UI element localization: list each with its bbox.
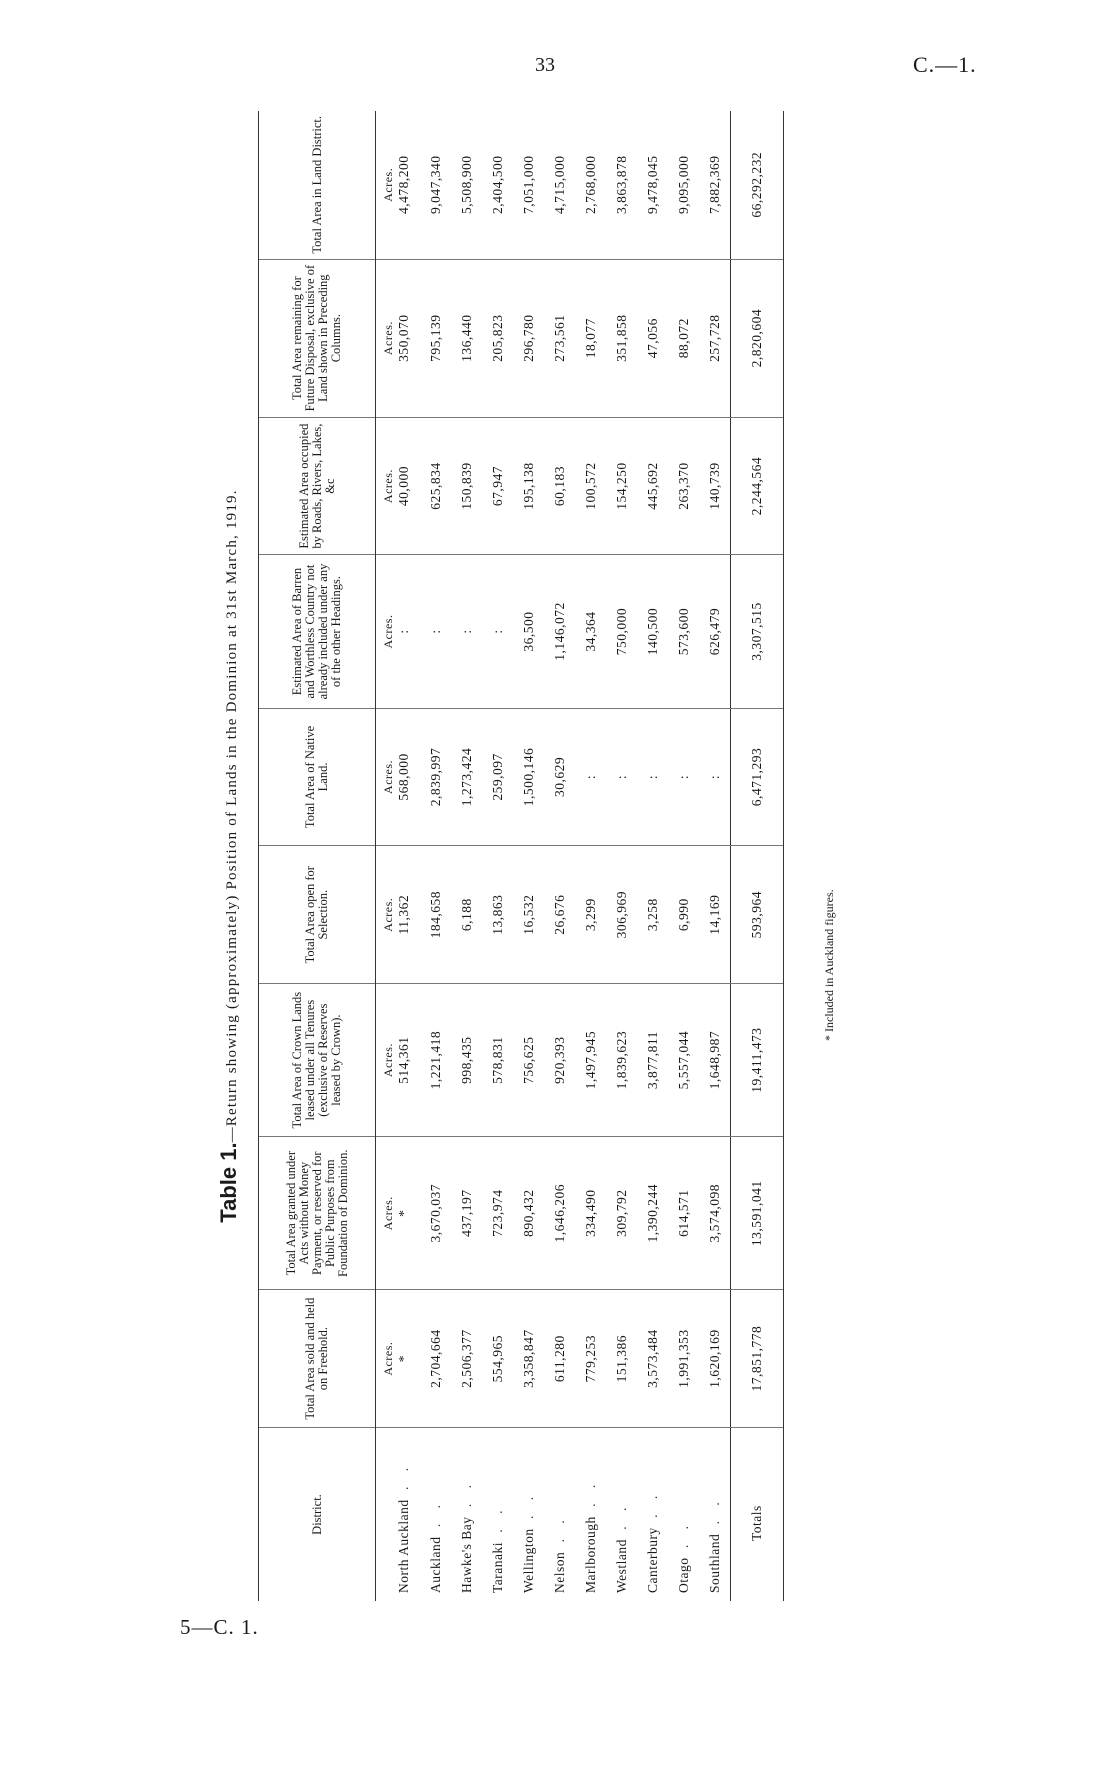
value-cell: 779,253: [575, 1290, 606, 1428]
value-cell: 88,072: [668, 259, 699, 417]
value-cell: 136,440: [451, 259, 482, 417]
total-cell: 66,292,232: [731, 111, 784, 259]
value-cell: 257,728: [699, 259, 731, 417]
value-cell: 1,390,244: [637, 1137, 668, 1290]
value-cell: :: [451, 555, 482, 708]
series-code: C.—1.: [913, 52, 977, 77]
district-cell: [668, 1428, 699, 1601]
value-cell: 6,990: [668, 846, 699, 984]
value-cell: 723,974: [482, 1137, 513, 1290]
value-cell: 296,780: [513, 259, 544, 417]
value-cell: *: [396, 1290, 420, 1428]
column-header: Total Area of Native Land.: [259, 708, 376, 846]
value-cell: 3,877,811: [637, 984, 668, 1137]
unit-row: [376, 111, 397, 1601]
value-cell: 3,299: [575, 846, 606, 984]
column-header: Total Area sold and held on Freehold.: [259, 1290, 376, 1428]
totals-row: [731, 111, 784, 1601]
value-cell: 47,056: [637, 259, 668, 417]
column-header: Total Area of Crown Lands leased under all Tenures (exclusive of Reserves leased by Crown).: [259, 984, 376, 1137]
value-cell: 273,561: [544, 259, 575, 417]
table-row: [544, 111, 575, 1601]
value-cell: 151,386: [606, 1290, 637, 1428]
value-cell: 150,839: [451, 417, 482, 555]
leader-dots: . .: [644, 1489, 660, 1528]
value-cell: 154,250: [606, 417, 637, 555]
table-row: [451, 111, 482, 1601]
value-cell: 259,097: [482, 708, 513, 846]
table-title-text: —Return showing (approximately) Position of Lands in the Dominion at 31st March, 1919.: [224, 489, 240, 1143]
value-cell: 3,863,878: [606, 111, 637, 259]
district-name: Marlborough: [582, 1516, 598, 1593]
value-cell: 573,600: [668, 555, 699, 708]
district-name: Otago: [675, 1557, 691, 1593]
unit-cell: Acres.: [376, 417, 397, 555]
value-cell: 920,393: [544, 984, 575, 1137]
value-cell: 2,768,000: [575, 111, 606, 259]
value-cell: 351,858: [606, 259, 637, 417]
district-cell: [420, 1428, 451, 1601]
value-cell: :: [637, 708, 668, 846]
value-cell: :: [420, 555, 451, 708]
table-row: [668, 111, 699, 1601]
value-cell: 11,362: [396, 846, 420, 984]
value-cell: 4,715,000: [544, 111, 575, 259]
district-name: Nelson: [551, 1551, 567, 1593]
unit-cell: Acres.: [376, 846, 397, 984]
lands-return-table: [258, 111, 784, 1601]
district-cell: [513, 1428, 544, 1601]
page-number: 33: [535, 54, 555, 76]
column-header: Total Area granted under Acts without Money Payment, or reserved for Public Purposes from Foundation of Dominion.: [259, 1137, 376, 1290]
unit-cell: [376, 1428, 397, 1601]
value-cell: 9,478,045: [637, 111, 668, 259]
value-cell: :: [396, 555, 420, 708]
total-cell: 3,307,515: [731, 555, 784, 708]
value-cell: 3,670,037: [420, 1137, 451, 1290]
leader-dots: . .: [706, 1496, 722, 1534]
value-cell: 514,361: [396, 984, 420, 1137]
value-cell: 3,358,847: [513, 1290, 544, 1428]
district-cell: [606, 1428, 637, 1601]
leader-dots: . .: [458, 1478, 474, 1517]
value-cell: 614,571: [668, 1137, 699, 1290]
value-cell: 60,183: [544, 417, 575, 555]
total-cell: 2,820,604: [731, 259, 784, 417]
column-header: Total Area in Land District.: [259, 111, 376, 259]
leader-dots: . .: [427, 1499, 443, 1537]
printer-signature: 5—C. 1.: [180, 1615, 259, 1639]
value-cell: 306,969: [606, 846, 637, 984]
total-cell: 2,244,564: [731, 417, 784, 555]
unit-cell: Acres.: [376, 259, 397, 417]
value-cell: 2,404,500: [482, 111, 513, 259]
table-number: Table 1.: [216, 1142, 241, 1223]
value-cell: 67,947: [482, 417, 513, 555]
value-cell: 26,676: [544, 846, 575, 984]
table-body: [376, 111, 784, 1601]
value-cell: 2,506,377: [451, 1290, 482, 1428]
value-cell: 3,573,484: [637, 1290, 668, 1428]
value-cell: 263,370: [668, 417, 699, 555]
unit-cell: Acres.: [376, 1137, 397, 1290]
value-cell: 16,532: [513, 846, 544, 984]
total-cell: 17,851,778: [731, 1290, 784, 1428]
district-name: Taranaki: [489, 1541, 505, 1593]
leader-dots: . .: [551, 1514, 567, 1552]
column-header: Estimated Area of Barren and Worthless Country not already included under any of the other Headings.: [259, 555, 376, 708]
value-cell: 5,557,044: [668, 984, 699, 1137]
unit-cell: Acres.: [376, 1290, 397, 1428]
value-cell: 2,839,997: [420, 708, 451, 846]
value-cell: 9,047,340: [420, 111, 451, 259]
table-row: [637, 111, 668, 1601]
value-cell: 2,704,664: [420, 1290, 451, 1428]
column-header: Total Area remaining for Future Disposal, exclusive of Land shown in Preceding Columns.: [259, 259, 376, 417]
leader-dots: . .: [582, 1478, 598, 1517]
table-row: [396, 111, 420, 1601]
value-cell: 334,490: [575, 1137, 606, 1290]
value-cell: 34,364: [575, 555, 606, 708]
unit-cell: Acres.: [376, 111, 397, 259]
value-cell: 1,646,206: [544, 1137, 575, 1290]
district-name: Westland: [613, 1539, 629, 1593]
district-cell: [637, 1428, 668, 1601]
value-cell: 626,479: [699, 555, 731, 708]
value-cell: :: [482, 555, 513, 708]
value-cell: 350,070: [396, 259, 420, 417]
district-cell: [699, 1428, 731, 1601]
value-cell: 1,146,072: [544, 555, 575, 708]
value-cell: 7,882,369: [699, 111, 731, 259]
district-cell: [451, 1428, 482, 1601]
value-cell: 578,831: [482, 984, 513, 1137]
value-cell: 568,000: [396, 708, 420, 846]
totals-label: Totals: [731, 1428, 784, 1601]
unit-cell: Acres.: [376, 555, 397, 708]
table-row: [575, 111, 606, 1601]
value-cell: 445,692: [637, 417, 668, 555]
value-cell: 13,863: [482, 846, 513, 984]
value-cell: 1,991,353: [668, 1290, 699, 1428]
district-name: Canterbury: [644, 1527, 660, 1593]
value-cell: 309,792: [606, 1137, 637, 1290]
table-row: [606, 111, 637, 1601]
value-cell: 625,834: [420, 417, 451, 555]
district-name: Auckland: [427, 1536, 443, 1593]
value-cell: 9,095,000: [668, 111, 699, 259]
table-title: [216, 111, 242, 1601]
district-name: Wellington: [520, 1528, 536, 1593]
value-cell: 1,620,169: [699, 1290, 731, 1428]
leader-dots: . .: [520, 1490, 536, 1529]
value-cell: 36,500: [513, 555, 544, 708]
value-cell: 795,139: [420, 259, 451, 417]
value-cell: 998,435: [451, 984, 482, 1137]
value-cell: 1,497,945: [575, 984, 606, 1137]
total-cell: 19,411,473: [731, 984, 784, 1137]
value-cell: 7,051,000: [513, 111, 544, 259]
unit-cell: Acres.: [376, 984, 397, 1137]
value-cell: 6,188: [451, 846, 482, 984]
value-cell: 205,823: [482, 259, 513, 417]
value-cell: 611,280: [544, 1290, 575, 1428]
value-cell: *: [396, 1137, 420, 1290]
district-cell: [396, 1428, 420, 1601]
district-name: North Auckland: [396, 1499, 411, 1593]
district-name: Southland: [706, 1533, 722, 1593]
table-row: [699, 111, 731, 1601]
value-cell: 756,625: [513, 984, 544, 1137]
value-cell: 437,197: [451, 1137, 482, 1290]
value-cell: 1,273,424: [451, 708, 482, 846]
rotated-table-sheet: [210, 111, 860, 1601]
value-cell: 140,739: [699, 417, 731, 555]
value-cell: 3,258: [637, 846, 668, 984]
district-name: Hawke's Bay: [458, 1516, 474, 1593]
district-cell: [575, 1428, 606, 1601]
value-cell: 4,478,200: [396, 111, 420, 259]
table-row: [513, 111, 544, 1601]
value-cell: 100,572: [575, 417, 606, 555]
value-cell: 3,574,098: [699, 1137, 731, 1290]
value-cell: 1,500,146: [513, 708, 544, 846]
value-cell: :: [699, 708, 731, 846]
value-cell: 1,648,987: [699, 984, 731, 1137]
value-cell: 5,508,900: [451, 111, 482, 259]
value-cell: :: [606, 708, 637, 846]
value-cell: 18,077: [575, 259, 606, 417]
table-row: [420, 111, 451, 1601]
value-cell: 195,138: [513, 417, 544, 555]
total-cell: 6,471,293: [731, 708, 784, 846]
column-header: Total Area open for Selection.: [259, 846, 376, 984]
column-header: District.: [259, 1428, 376, 1601]
column-header: Estimated Area occupied by Roads, Rivers, Lakes, &c: [259, 417, 376, 555]
value-cell: 140,500: [637, 555, 668, 708]
total-cell: 13,591,041: [731, 1137, 784, 1290]
unit-cell: Acres.: [376, 708, 397, 846]
value-cell: 750,000: [606, 555, 637, 708]
value-cell: 554,965: [482, 1290, 513, 1428]
value-cell: 30,629: [544, 708, 575, 846]
header-row: [259, 111, 376, 1601]
table-footnote: * Included in Auckland figures.: [822, 889, 836, 1041]
table-row: [482, 111, 513, 1601]
value-cell: :: [668, 708, 699, 846]
district-cell: [544, 1428, 575, 1601]
leader-dots: . .: [396, 1461, 411, 1500]
district-cell: [482, 1428, 513, 1601]
total-cell: 593,964: [731, 846, 784, 984]
value-cell: 890,432: [513, 1137, 544, 1290]
value-cell: 1,839,623: [606, 984, 637, 1137]
value-cell: 40,000: [396, 417, 420, 555]
leader-dots: . .: [675, 1520, 691, 1558]
value-cell: 1,221,418: [420, 984, 451, 1137]
value-cell: 184,658: [420, 846, 451, 984]
leader-dots: . .: [489, 1504, 505, 1542]
value-cell: :: [575, 708, 606, 846]
leader-dots: . .: [613, 1501, 629, 1540]
value-cell: 14,169: [699, 846, 731, 984]
